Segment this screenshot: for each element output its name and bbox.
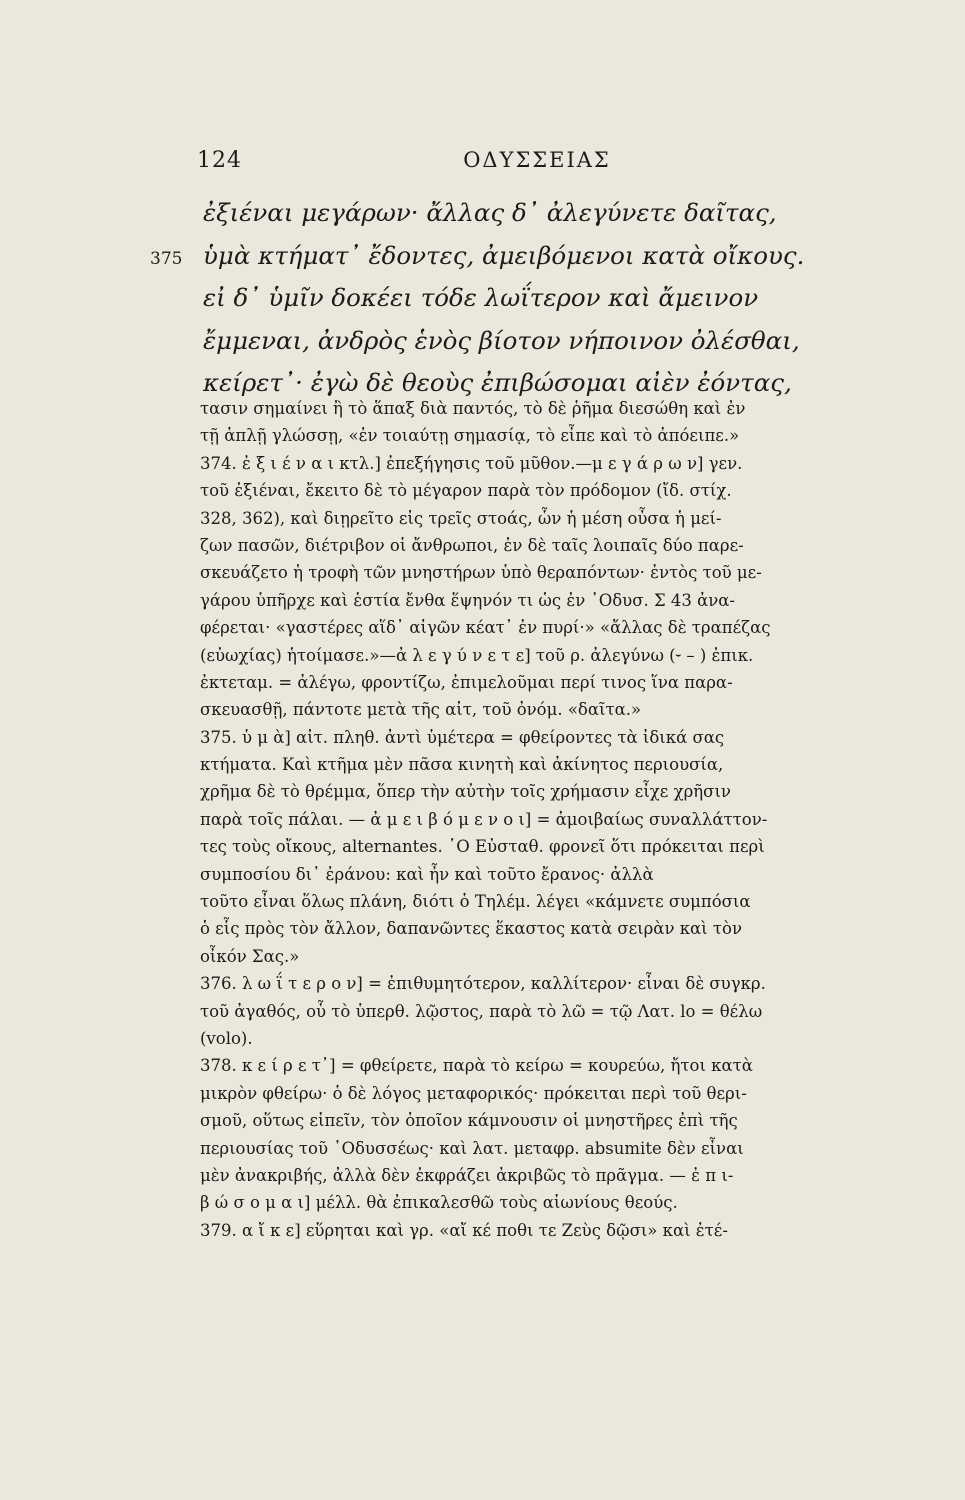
verse-text: κείρετ᾽· ἐγὼ δὲ θεοὺς ἐπιβώσομαι αἰὲν ἐόντας, [203, 368, 792, 397]
commentary-line: χρῆμα δὲ τὸ θρέμμα, ὅπερ τὴν αὐτὴν τοῖς χρήμασιν εἶχε χρῆσιν [200, 782, 731, 802]
commentary-line: τοῦ ἀγαθός, οὗ τὸ ὑπερθ. λῷστος, παρὰ τὸ λῶ = τῷ Λατ. lo = θέλω [200, 1001, 763, 1021]
commentary-line: τες τοὺς οἴκους, alternantes. ῾Ο Εὐσταθ. φρονεῖ ὅτι πρόκειται περὶ [200, 837, 765, 857]
commentary-line: μικρὸν φθείρω· ὁ δὲ λόγος μεταφορικός· πρόκειται περὶ τοῦ θερι- [200, 1083, 747, 1103]
commentary-line: ὁ εἷς πρὸς τὸν ἄλλον, δαπανῶντες ἕκαστος κατὰ σειρὰν καὶ τὸν [200, 919, 742, 939]
verse-line [150, 192, 890, 235]
commentary-line: 379. α ἴ κ ε] εὕρηται καὶ γρ. «αἴ κέ ποθι τε Ζεὺς δῷσι» καὶ ἐτέ- [200, 1220, 728, 1240]
commentary-line: περιουσίας τοῦ ᾿Οδυσσέως· καὶ λατ. μεταφρ. absumite δὲν εἶναι [200, 1138, 744, 1158]
verse-text: εἰ δ᾽ ὑμῖν δοκέει τόδε λωΐτερον καὶ ἄμεινον [203, 283, 759, 312]
verse-line [150, 277, 890, 320]
commentary-line: 378. κ ε ί ρ ε τ᾽] = φθείρετε, παρὰ τὸ κείρω = κουρεύω, ἤτοι κατὰ [200, 1056, 753, 1076]
commentary-line: κτήματα. Καὶ κτῆμα μὲν πᾶσα κινητὴ καὶ ἀκίνητος περιουσία, [200, 755, 724, 775]
verse-text: ἔμμεναι, ἀνδρὸς ἑνὸς βίοτον νήποινον ὀλέσθαι, [203, 325, 800, 355]
page-header [197, 148, 877, 178]
verse-text: ἐξιέναι μεγάρων· ἄλλας δ᾽ ἀλεγύνετε δαῖτας, [203, 198, 777, 227]
commentary-block [200, 395, 880, 1244]
commentary-line: 328, 362), καὶ διῃρεῖτο εἰς τρεῖς στοάς, ὧν ἡ μέση οὖσα ἡ μεί- [200, 508, 722, 528]
commentary-line: γάρου ὑπῆρχε καὶ ἑστία ἔνθα ἕψηνόν τι ὡς ἐν ᾿Οδυσ. Σ 43 ἀνα- [200, 590, 736, 610]
commentary-line: ζων πασῶν, διέτριβον οἱ ἄνθρωποι, ἐν δὲ ταῖς λοιπαῖς δύο παρε- [200, 535, 744, 555]
verse-text: ὑμὰ κτήματ᾽ ἔδοντες, ἀμειβόμενοι κατὰ οἴκους. [203, 240, 805, 270]
commentary-line: β ώ σ ο μ α ι] μέλλ. θὰ ἐπικαλεσθῶ τοὺς αἰωνίους θεούς. [200, 1193, 678, 1213]
commentary-line: τοῦ ἐξιέναι, ἔκειτο δὲ τὸ μέγαρον παρὰ τὸν πρόδομον (ἴδ. στίχ. [200, 481, 732, 501]
page-number: 124 [197, 148, 242, 173]
commentary-line: σκευάζετο ἡ τροφὴ τῶν μνηστήρων ὑπὸ θεραπόντων· ἐντὸς τοῦ με- [200, 563, 762, 583]
commentary-line: 374. ἐ ξ ι έ ν α ι κτλ.] ἐπεξήγησις τοῦ μῦθον.—μ ε γ ά ρ ω ν] γεν. [200, 453, 743, 473]
commentary-line: τοῦτο εἶναι ὅλως πλάνη, διότι ὁ Τηλέμ. λέγει «κάμνετε συμπόσια [200, 892, 751, 912]
commentary-line: (εὐωχίας) ἡτοίμασε.»—ἀ λ ε γ ύ ν ε τ ε] τοῦ ρ. ἀλεγύνω (⏑ – ) ἐπικ. [200, 645, 754, 665]
commentary-line: σκευασθῇ, πάντοτε μετὰ τῆς αἰτ, τοῦ ὀνόμ. «δαῖτα.» [200, 700, 642, 720]
commentary-line: παρὰ τοῖς πάλαι. — ἀ μ ε ι β ό μ ε ν ο ι] = ἀμοιβαίως συναλλάττον- [200, 809, 768, 829]
commentary-line: συμποσίου δι᾽ ἐράνου: καὶ ἦν καὶ τοῦτο ἔρανος· ἀλλὰ [200, 864, 654, 884]
commentary-line: σμοῦ, οὕτως εἰπεῖν, τὸν ὁποῖον κάμνουσιν οἱ μνηστῆρες ἐπὶ τῆς [200, 1111, 738, 1131]
commentary-line: τῇ ἁπλῇ γλώσσῃ, «ἐν τοιαύτῃ σημασίᾳ, τὸ εἶπε καὶ τὸ ἀπόειπε.» [200, 426, 740, 446]
commentary-line: (volo). [200, 1028, 253, 1048]
commentary-line: φέρεται· «γαστέρες αἵδ᾽ αἰγῶν κέατ᾽ ἐν πυρί·» «ἄλλας δὲ τραπέζας [200, 618, 771, 638]
verse-line [150, 320, 890, 363]
commentary-line: μὲν ἀνακριβής, ἀλλὰ δὲν ἐκφράζει ἀκριβῶς τὸ πρᾶγμα. — ἐ π ι- [200, 1165, 734, 1185]
commentary-line: τασιν σημαίνει ἢ τὸ ἅπαξ διὰ παντός, τὸ δὲ ῥῆμα διεσώθη καὶ ἐν [200, 399, 746, 418]
commentary-line: 375. ὑ μ ὰ] αἰτ. πληθ. ἀντὶ ὑμέτερα = φθείροντες τὰ ἰδικά σας [200, 727, 725, 747]
line-number: 375 [150, 248, 183, 269]
verse-line [150, 235, 890, 278]
commentary-line: ἐκτεταμ. = ἀλέγω, φροντίζω, ἐπιμελοῦμαι περί τινος ἵνα παρα- [200, 672, 733, 692]
commentary-line: 376. λ ω ΐ τ ε ρ ο ν] = ἐπιθυμητότερον, καλλίτερον· εἶναι δὲ συγκρ. [200, 974, 766, 994]
commentary-line: οἶκόν Σας.» [200, 946, 300, 966]
running-title: ΟΔΥΣΣΕΙΑΣ [463, 148, 611, 172]
verse-block [150, 192, 890, 405]
